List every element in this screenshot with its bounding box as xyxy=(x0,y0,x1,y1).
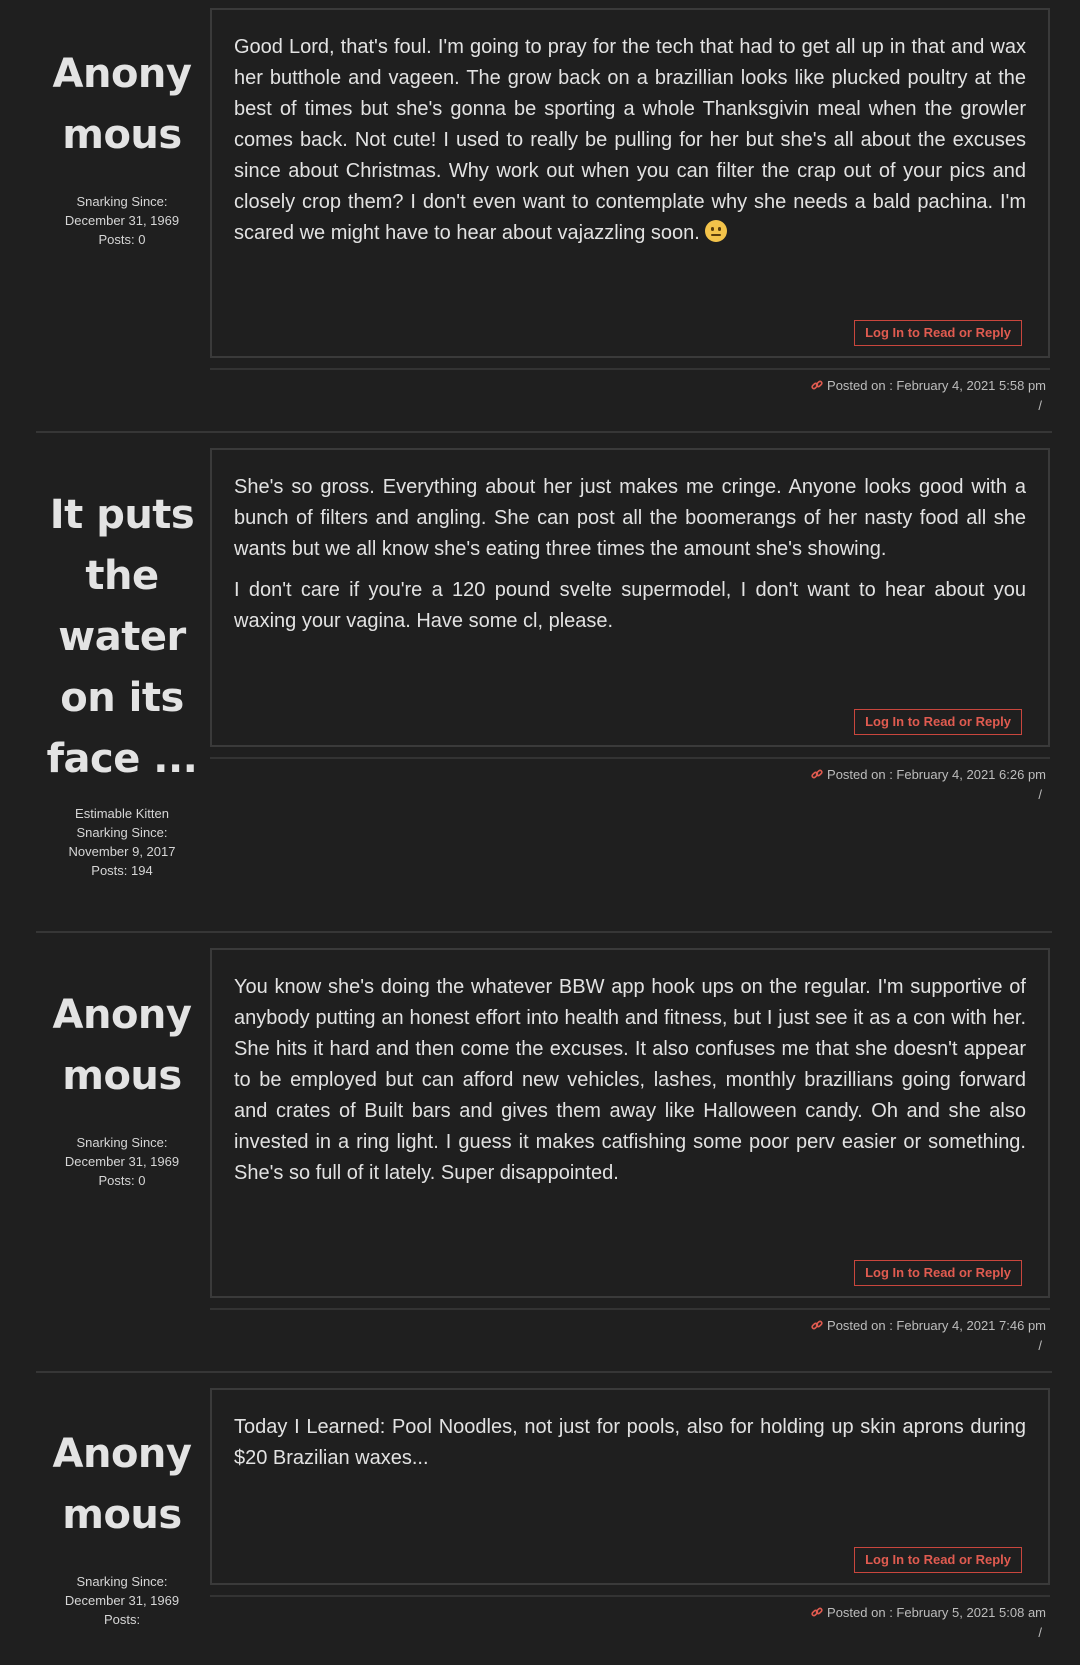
login-reply-button[interactable]: Log In to Read or Reply xyxy=(854,320,1022,346)
post-paragraph: You know she's doing the whatever BBW app hook ups on the regular. I'm supportive of anybody putting an honest effort into health and fitness, but I just see it as a con with her. She hits it hard and then come the excuses. It also confuses me that she doesn't appear to be employed but can afford new vehicles, lashes, monthly brazillians going forward and crates of Built bars and gives them away like Halloween candy. Oh and she also invested in a ring light. I guess it makes catfishing some poor perv easier or something. She's so full of it lately. Super disappointed. xyxy=(234,976,1026,1184)
post-body xyxy=(212,10,1048,249)
author-name[interactable]: It puts the water on its face ... xyxy=(46,492,198,782)
author-block xyxy=(36,1424,208,1629)
post-footer xyxy=(210,1595,1050,1641)
post-count: Posts: 194 xyxy=(91,863,153,878)
posted-on[interactable] xyxy=(210,378,1050,394)
post-footer xyxy=(210,1308,1050,1354)
post-count: Posts: xyxy=(103,1612,141,1627)
posted-on-text: Posted on : February 4, 2021 6:26 pm xyxy=(827,767,1046,782)
author-name[interactable]: Anonymous xyxy=(52,51,192,158)
snarking-since-date: December 31, 1969 xyxy=(64,1593,180,1608)
posted-on-text: Posted on : February 5, 2021 5:08 am xyxy=(827,1605,1046,1620)
link-icon xyxy=(811,1606,823,1618)
post-body xyxy=(212,950,1048,1189)
author-meta xyxy=(36,1133,208,1190)
author-block xyxy=(36,485,208,880)
post-content-box xyxy=(210,8,1050,358)
author-meta xyxy=(36,804,208,880)
post-footer xyxy=(210,368,1050,414)
post-paragraph: Today I Learned: Pool Noodles, not just for pools, also for holding up skin aprons during $20 Brazilian waxes... xyxy=(234,1416,1026,1469)
post-separator-slash: / xyxy=(1038,787,1042,802)
confused-face-emoji-icon xyxy=(705,220,727,242)
post-text: Good Lord, that's foul. I'm going to pray for the tech that had to get all up in that and wax her butthole and vageen. The grow back on a brazillian looks like plucked poultry at the best of times but she's gonna be sporting a whole Thanksgivin meal when the growler comes back. Not cute! I used to really be pulling for her but she's all about the excuses since about Christmas. Why work out when you can filter the crap out of your pics and closely crop them? I don't even want to contemplate why she needs a bald pachina. I'm scared we might have to hear about vajazzling soon. xyxy=(234,36,1026,244)
snarking-since-date: December 31, 1969 xyxy=(64,1154,180,1169)
login-reply-button[interactable]: Log In to Read or Reply xyxy=(854,1260,1022,1286)
author-block xyxy=(36,985,208,1190)
posted-on[interactable] xyxy=(210,767,1050,783)
author-meta xyxy=(36,1572,208,1629)
post-divider xyxy=(36,1371,1052,1373)
post-paragraph: She's so gross. Everything about her just makes me cringe. Anyone looks good with a bunch of filters and angling. She can post all the boomerangs of her nasty food all she wants but we all know she's eating three times the amount she's showing. xyxy=(234,476,1026,560)
author-name[interactable]: Anonymous xyxy=(52,992,192,1099)
author-block xyxy=(36,44,208,249)
snarking-since-label: Snarking Since: xyxy=(76,194,168,209)
author-name[interactable]: Anonymous xyxy=(52,1431,192,1538)
snarking-since-label: Snarking Since: xyxy=(76,1574,168,1589)
post-content-box xyxy=(210,948,1050,1298)
snarking-since-date: December 31, 1969 xyxy=(64,213,180,228)
snarking-since-label: Snarking Since: xyxy=(76,825,168,840)
login-reply-button[interactable]: Log In to Read or Reply xyxy=(854,1547,1022,1573)
posted-on-text: Posted on : February 4, 2021 7:46 pm xyxy=(827,1318,1046,1333)
post-count: Posts: 0 xyxy=(98,1173,146,1188)
link-icon xyxy=(811,1319,823,1331)
link-icon xyxy=(811,379,823,391)
posted-on[interactable] xyxy=(210,1605,1050,1621)
post-separator-slash: / xyxy=(1038,398,1042,413)
login-reply-button[interactable]: Log In to Read or Reply xyxy=(854,709,1022,735)
post-separator-slash: / xyxy=(1038,1338,1042,1353)
snarking-since-date: November 9, 2017 xyxy=(68,844,176,859)
author-title: Estimable Kitten xyxy=(75,806,169,821)
post-body xyxy=(212,450,1048,637)
post-divider xyxy=(36,431,1052,433)
post-paragraph: I don't care if you're a 120 pound svelte supermodel, I don't want to hear about you waxing your vagina. Have some cl, please. xyxy=(234,579,1026,632)
snarking-since-label: Snarking Since: xyxy=(76,1135,168,1150)
post-separator-slash: / xyxy=(1038,1625,1042,1640)
post-divider xyxy=(36,931,1052,933)
post-count: Posts: 0 xyxy=(98,232,146,247)
post-content-box xyxy=(210,1388,1050,1585)
post-content-box xyxy=(210,448,1050,747)
post-footer xyxy=(210,757,1050,803)
posted-on-text: Posted on : February 4, 2021 5:58 pm xyxy=(827,378,1046,393)
posted-on[interactable] xyxy=(210,1318,1050,1334)
post-body xyxy=(212,1390,1048,1474)
author-meta xyxy=(36,192,208,249)
link-icon xyxy=(811,768,823,780)
